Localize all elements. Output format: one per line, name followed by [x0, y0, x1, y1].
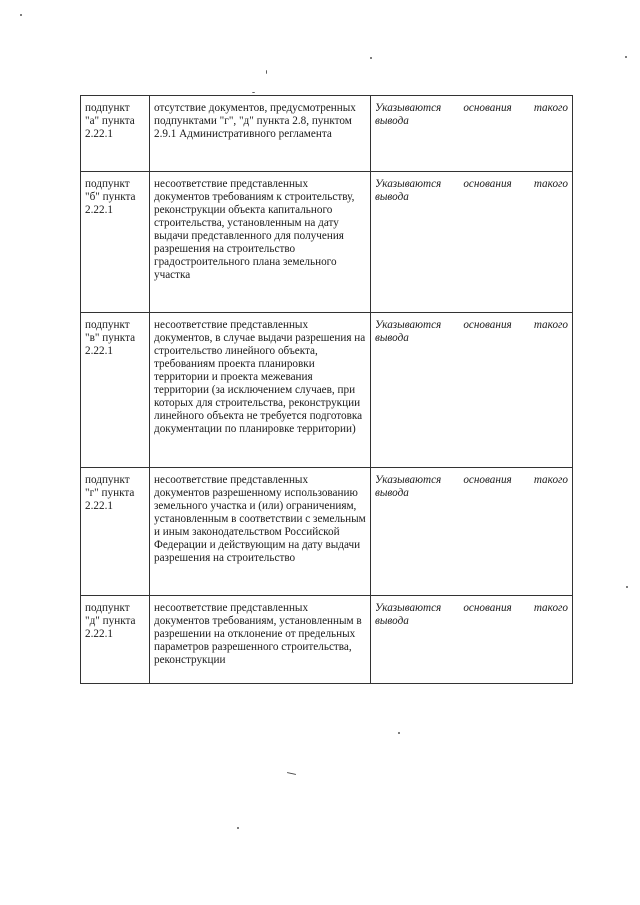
row-reason: отсутствие документов, предусмотренных подпунктами "г", "д" пункта 2.8, пунктом 2.9.1 Административного регламента	[154, 102, 356, 140]
scan-speck	[20, 14, 22, 16]
note-word: вывода	[375, 615, 409, 627]
row-reference: подпункт "в" пункта 2.22.1	[85, 319, 136, 357]
row-reference: подпункт "д" пункта 2.22.1	[85, 602, 136, 640]
row-reason-cell	[150, 313, 371, 468]
table-row	[81, 313, 573, 468]
row-note-cell	[371, 596, 573, 684]
row-note	[375, 602, 568, 628]
table-row	[81, 596, 573, 684]
note-word: Указываются	[375, 602, 442, 614]
row-reason-cell	[150, 172, 371, 313]
note-word: основания	[463, 178, 512, 190]
note-word: такого	[533, 178, 568, 190]
note-word: основания	[463, 102, 512, 114]
scan-speck	[252, 92, 255, 93]
scan-speck	[626, 586, 628, 588]
note-word: основания	[463, 474, 512, 486]
row-note	[375, 319, 568, 345]
note-word: основания	[463, 319, 512, 331]
note-word: вывода	[375, 487, 409, 499]
scan-speck	[237, 827, 239, 829]
row-reason-cell	[150, 596, 371, 684]
note-word: такого	[533, 102, 568, 114]
grounds-table	[80, 95, 573, 684]
note-word: такого	[533, 474, 568, 486]
row-reason: несоответствие представленных документов требованиям к строительству, реконструкции объекта капитального строительства, установленным на дату выдачи представленного для получения разрешения на строительство градостроительного плана земельного участка	[154, 178, 355, 281]
scan-speck	[398, 732, 400, 734]
note-word: такого	[533, 319, 568, 331]
scan-speck	[370, 57, 372, 59]
row-reference-cell	[81, 313, 150, 468]
note-word: такого	[533, 602, 568, 614]
note-word: вывода	[375, 332, 409, 344]
note-word: вывода	[375, 115, 409, 127]
row-reference-cell	[81, 172, 150, 313]
row-reference-cell	[81, 96, 150, 172]
note-word: Указываются	[375, 178, 442, 190]
scan-speck	[266, 70, 267, 74]
note-word: вывода	[375, 191, 409, 203]
note-word: Указываются	[375, 319, 442, 331]
row-reason: несоответствие представленных документов разрешенному использованию земельного участка и (или) ограничениям, установленным в соответствии с земельным и иным законодательством Российской Федерации и действующим на дату выдачи разрешения на строительство	[154, 474, 366, 564]
table-row	[81, 468, 573, 596]
note-word: основания	[463, 602, 512, 614]
row-reference-cell	[81, 596, 150, 684]
row-reason-cell	[150, 468, 371, 596]
row-note-cell	[371, 172, 573, 313]
row-note-cell	[371, 468, 573, 596]
row-note	[375, 178, 568, 204]
row-reason: несоответствие представленных документов, в случае выдачи разрешения на строительство линейного объекта, требованиям проекта планировки территории и проекта межевания территории (за исключением случаев, при которых для строительства, реконструкции линейного объекта не требуется подготовка документации по планировке территории)	[154, 319, 366, 435]
note-word: Указываются	[375, 474, 442, 486]
row-note	[375, 474, 568, 500]
table-row	[81, 172, 573, 313]
row-reference-cell	[81, 468, 150, 596]
row-reason-cell	[150, 96, 371, 172]
table-row	[81, 96, 573, 172]
row-reference: подпункт "б" пункта 2.22.1	[85, 178, 136, 216]
scan-dash	[287, 772, 296, 775]
row-reference: подпункт "г" пункта 2.22.1	[85, 474, 135, 512]
row-note-cell	[371, 96, 573, 172]
row-reason: несоответствие представленных документов требованиям, установленным в разрешении на отклонение от предельных параметров разрешенного строительства, реконструкции	[154, 602, 362, 666]
scan-speck	[625, 56, 627, 58]
row-note	[375, 102, 568, 128]
row-note-cell	[371, 313, 573, 468]
row-reference: подпункт "а" пункта 2.22.1	[85, 102, 135, 140]
note-word: Указываются	[375, 102, 442, 114]
